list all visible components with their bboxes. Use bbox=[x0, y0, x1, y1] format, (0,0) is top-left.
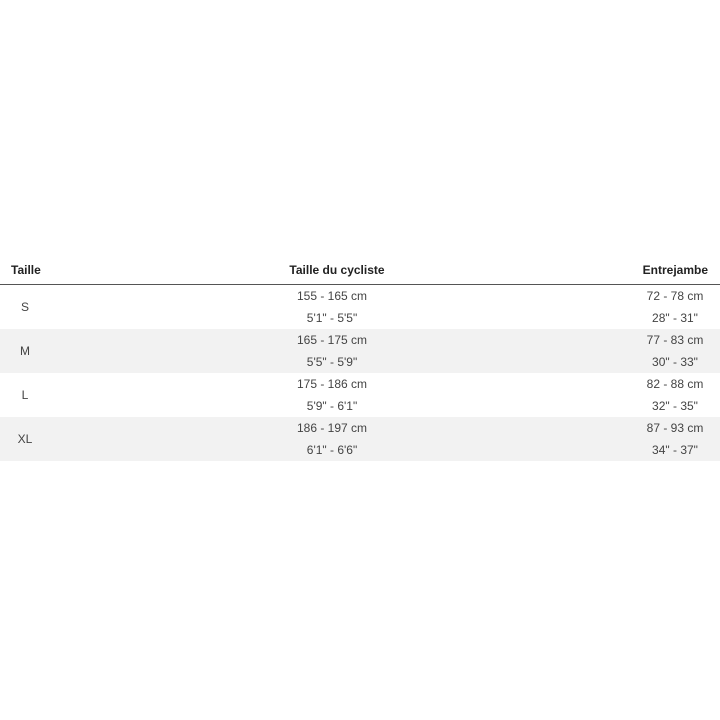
size-chart-table bbox=[0, 256, 720, 461]
inseam-cell bbox=[570, 417, 720, 461]
inseam-in: 28" - 31" bbox=[652, 311, 698, 325]
size-cell: M bbox=[20, 344, 30, 358]
size-cell: S bbox=[20, 300, 29, 314]
height-cell bbox=[50, 417, 570, 461]
inseam-cell bbox=[570, 285, 720, 329]
height-cell bbox=[50, 285, 570, 329]
inseam-in: 32" - 35" bbox=[652, 399, 698, 413]
table-row bbox=[0, 417, 720, 461]
table-row bbox=[0, 285, 720, 329]
size-cell: L bbox=[21, 388, 29, 402]
inseam-cm: 87 - 93 cm bbox=[646, 421, 704, 435]
header-inseam: Entrejambe bbox=[642, 263, 708, 277]
height-ft: 6'1" - 6'6" bbox=[306, 443, 358, 457]
inseam-in: 30" - 33" bbox=[652, 355, 698, 369]
inseam-cm: 72 - 78 cm bbox=[646, 289, 704, 303]
height-ft: 5'5" - 5'9" bbox=[306, 355, 358, 369]
size-cell: XL bbox=[17, 432, 33, 446]
inseam-in: 34" - 37" bbox=[652, 443, 698, 457]
table-row bbox=[0, 329, 720, 373]
height-cm: 186 - 197 cm bbox=[296, 421, 368, 435]
height-cm: 175 - 186 cm bbox=[296, 377, 368, 391]
height-cell bbox=[50, 329, 570, 373]
table-header-row bbox=[0, 256, 720, 285]
inseam-cell bbox=[570, 329, 720, 373]
header-size: Taille bbox=[11, 263, 41, 277]
height-cm: 165 - 175 cm bbox=[296, 333, 368, 347]
height-ft: 5'9" - 6'1" bbox=[306, 399, 358, 413]
inseam-cm: 77 - 83 cm bbox=[646, 333, 704, 347]
header-rider-height: Taille du cycliste bbox=[289, 263, 385, 277]
height-ft: 5'1" - 5'5" bbox=[306, 311, 358, 325]
height-cell bbox=[50, 373, 570, 417]
inseam-cell bbox=[570, 373, 720, 417]
height-cm: 155 - 165 cm bbox=[296, 289, 368, 303]
inseam-cm: 82 - 88 cm bbox=[646, 377, 704, 391]
table-row bbox=[0, 373, 720, 417]
